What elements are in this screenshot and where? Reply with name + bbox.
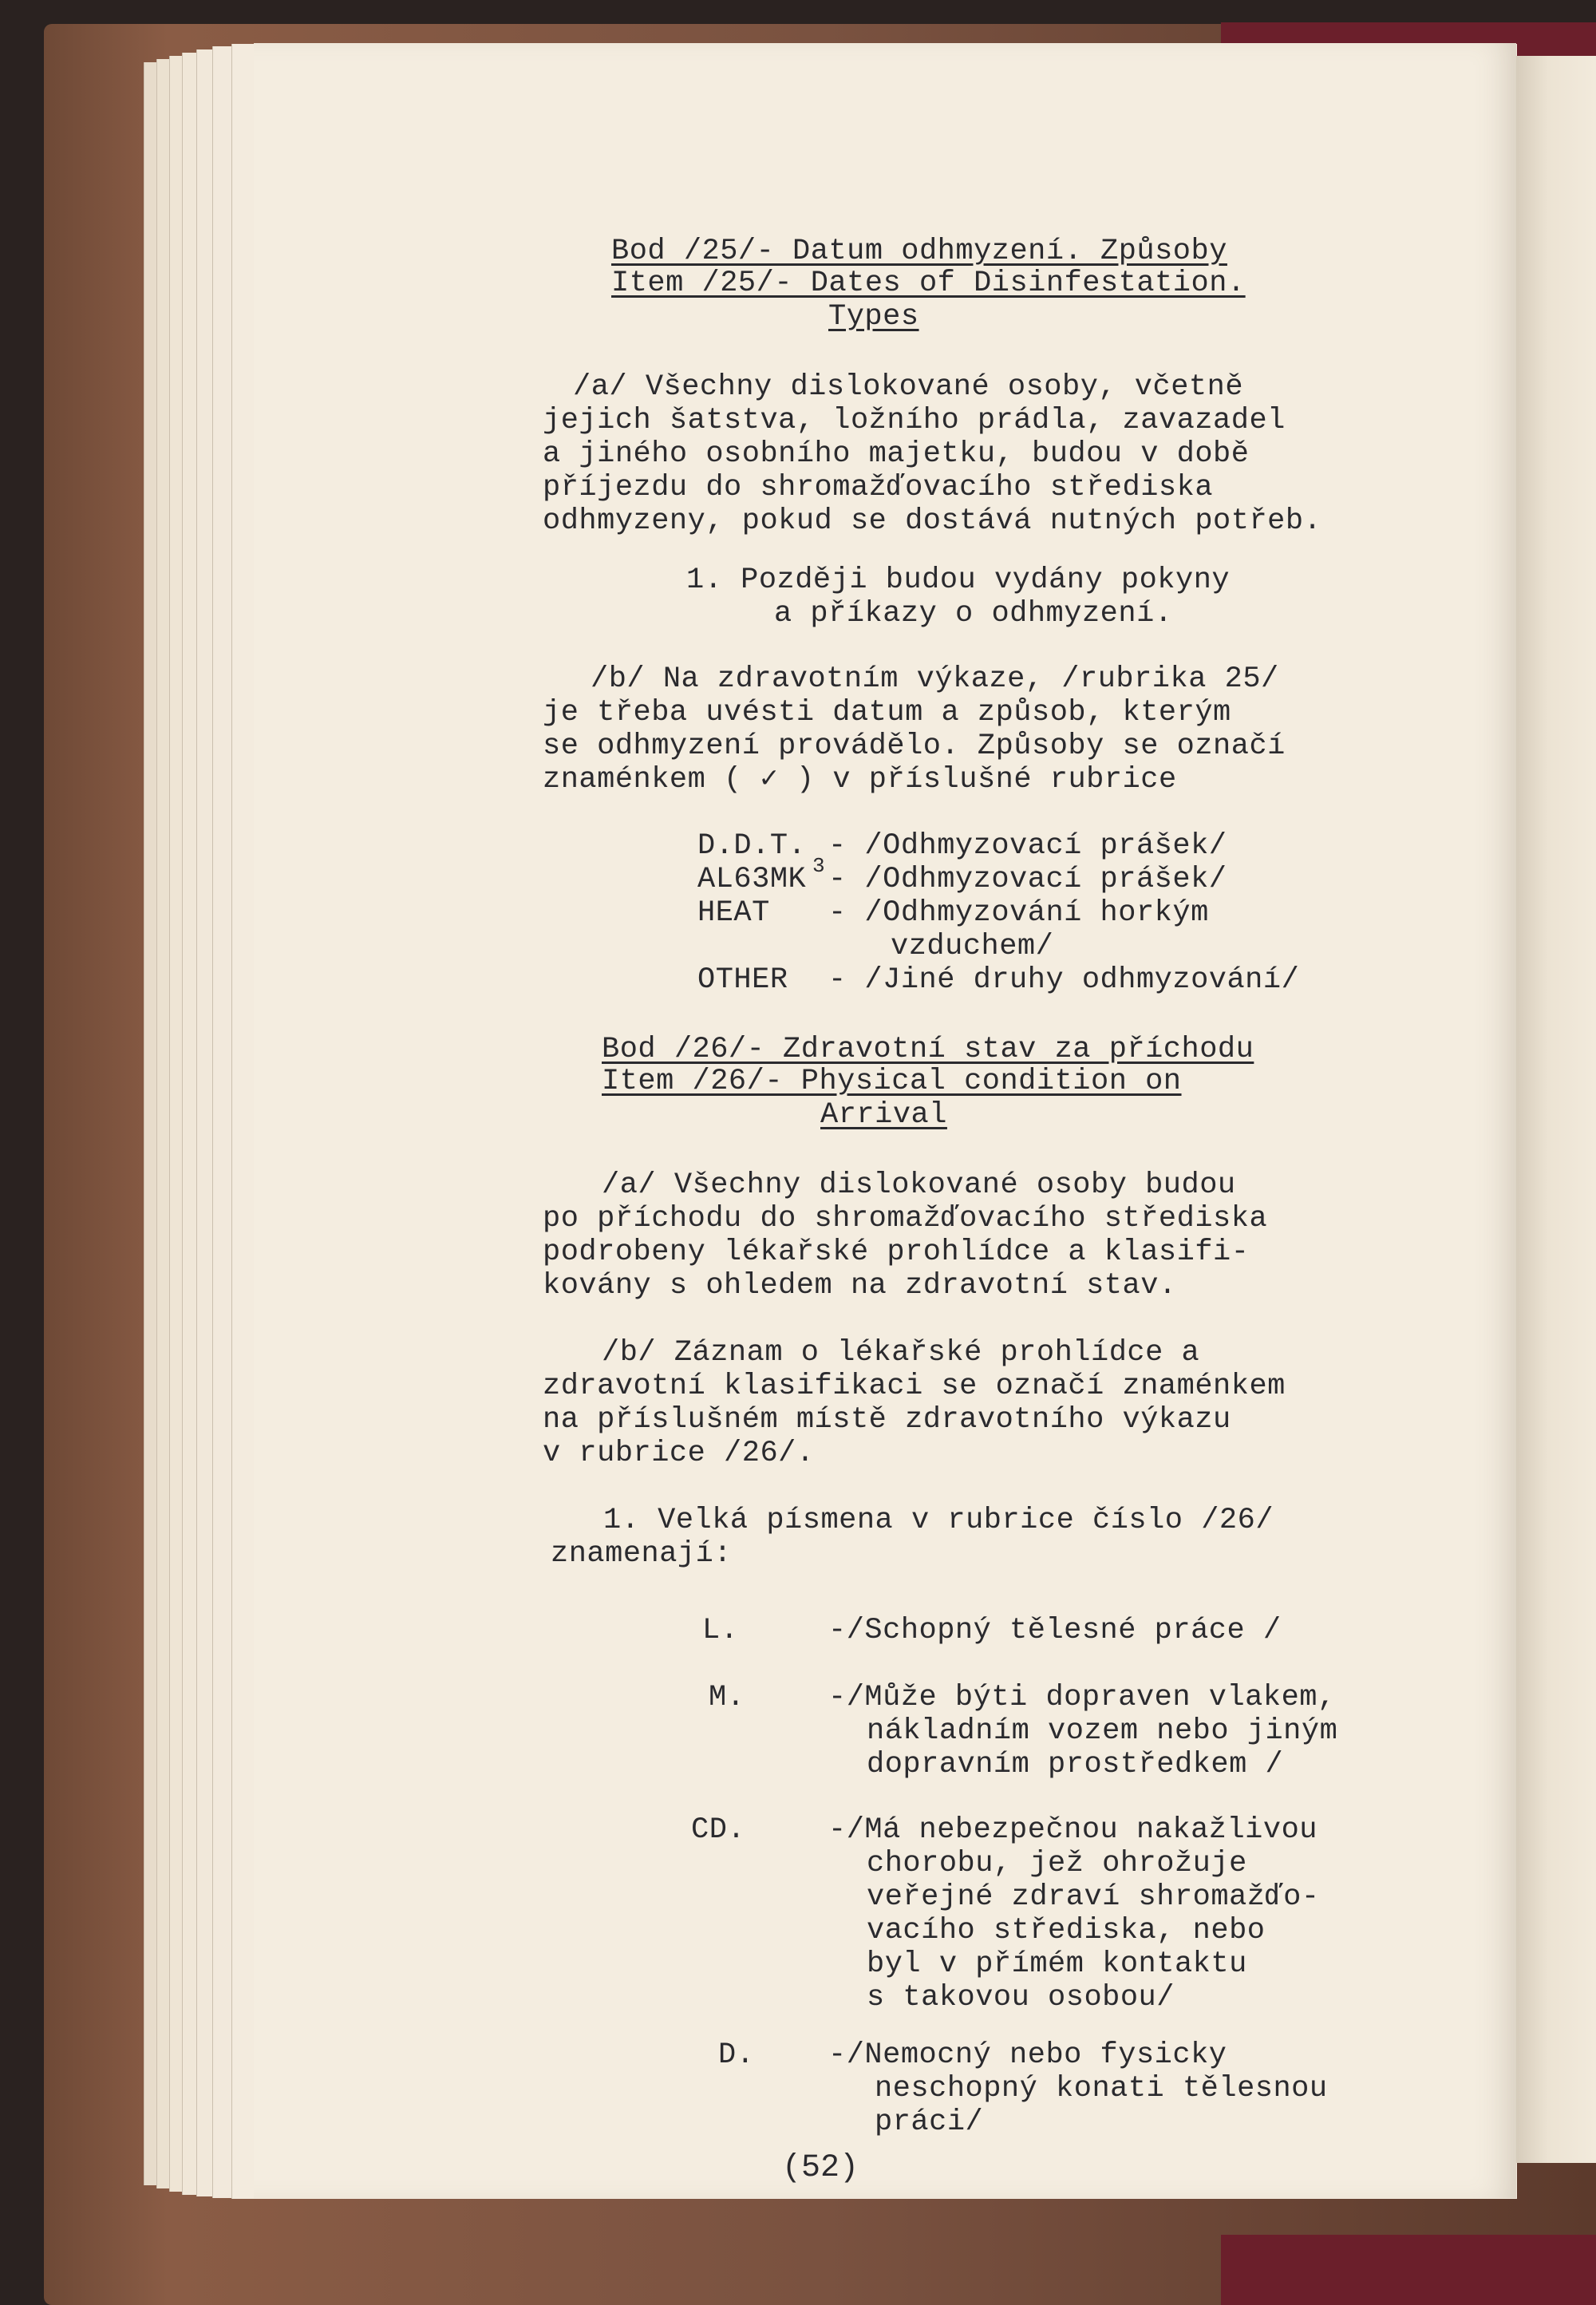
condition-desc-line: -/Má nebezpečnou nakažlivou <box>828 1813 1317 1847</box>
section25-heading-cz: Bod /25/- Datum odhmyzení. Způsoby <box>611 235 1227 268</box>
section26-note-line: 1. Velká písmena v rubrice číslo /26/ <box>603 1504 1274 1537</box>
condition-code: L. <box>702 1614 739 1647</box>
method-desc: - /Odhmyzovací prášek/ <box>828 829 1227 863</box>
method-code: HEAT <box>697 896 770 930</box>
condition-code: D. <box>718 2038 755 2072</box>
condition-code: CD. <box>691 1813 746 1847</box>
condition-desc-line: -/Může býti dopraven vlakem, <box>828 1681 1336 1714</box>
next-page-edge <box>1516 56 1596 2163</box>
spine-bottom <box>1221 2235 1596 2305</box>
section25-para-b-line: je třeba uvésti datum a způsob, kterým <box>543 696 1231 729</box>
method-superscript: 3 <box>812 854 826 878</box>
section25-note-line: a příkazy o odhmyzení. <box>774 597 1173 631</box>
method-code: D.D.T. <box>697 829 807 863</box>
condition-desc-line: dopravním prostředkem / <box>867 1748 1284 1781</box>
section25-note-line: 1. Později budou vydány pokyny <box>686 563 1231 597</box>
section25-heading-en: Item /25/- Dates of Disinfestation. <box>611 267 1246 300</box>
section26-para-a-line: po příchodu do shromažďovacího střediska <box>543 1202 1268 1236</box>
section26-para-b-line: na příslušném místě zdravotního výkazu <box>543 1403 1231 1437</box>
method-desc: - /Jiné druhy odhmyzování/ <box>828 963 1300 997</box>
condition-desc-line: práci/ <box>875 2105 984 2139</box>
condition-desc-line: byl v přímém kontaktu <box>867 1947 1247 1981</box>
method-desc: - /Odhmyzovací prášek/ <box>828 863 1227 896</box>
section25-para-b-line: se odhmyzení provádělo. Způsoby se označí <box>543 729 1286 763</box>
section25-para-a-line: příjezdu do shromažďovacího střediska <box>543 471 1214 504</box>
section26-para-a-line: /a/ Všechny dislokované osoby budou <box>602 1168 1236 1202</box>
section26-para-a-line: podrobeny lékařské prohlídce a klasifi- <box>543 1236 1250 1269</box>
condition-desc-line: chorobu, jež ohrožuje <box>867 1847 1247 1880</box>
section25-para-b-line: znaménkem ( ✓ ) v příslušné rubrice <box>543 763 1177 797</box>
page-number: (52) <box>782 2150 859 2186</box>
section26-heading-en2: Arrival <box>820 1098 947 1132</box>
document-page <box>254 43 1516 2198</box>
section25-para-a-line: odhmyzeny, pokud se dostává nutných potřeb. <box>543 504 1322 538</box>
condition-desc-line: nákladním vozem nebo jiným <box>867 1714 1338 1748</box>
section26-heading-en: Item /26/- Physical condition on <box>602 1065 1182 1098</box>
method-desc: vzduchem/ <box>891 930 1054 963</box>
condition-desc-line: s takovou osobou/ <box>867 1981 1175 2014</box>
section26-para-b-line: v rubrice /26/. <box>543 1437 815 1470</box>
section26-heading-cz: Bod /26/- Zdravotní stav za příchodu <box>602 1033 1254 1066</box>
method-code: OTHER <box>697 963 788 997</box>
section25-para-b-line: /b/ Na zdravotním výkaze, /rubrika 25/ <box>591 662 1279 696</box>
method-code: AL63MK <box>697 863 807 896</box>
section25-para-a-line: jejich šatstva, ložního prádla, zavazadel <box>543 404 1286 437</box>
condition-desc-line: vacího střediska, nebo <box>867 1914 1266 1947</box>
section25-para-a-line: a jiného osobního majetku, budou v době <box>543 437 1250 471</box>
condition-desc-line: veřejné zdraví shromažďo- <box>867 1880 1320 1914</box>
section25-para-a-line: /a/ Všechny dislokované osoby, včetně <box>573 370 1244 404</box>
method-desc: - /Odhmyzování horkým <box>828 896 1209 930</box>
condition-desc-line: -/Nemocný nebo fysicky <box>828 2038 1227 2072</box>
section26-para-b-line: /b/ Záznam o lékařské prohlídce a <box>602 1336 1200 1370</box>
section26-para-b-line: zdravotní klasifikaci se označí znaménkem <box>543 1370 1286 1403</box>
condition-code: M. <box>709 1681 745 1714</box>
section25-heading-en2: Types <box>828 300 919 334</box>
condition-desc-line: -/Schopný tělesné práce / <box>828 1614 1282 1647</box>
section26-note-line: znamenají: <box>551 1537 733 1571</box>
section26-para-a-line: kovány s ohledem na zdravotní stav. <box>543 1269 1177 1303</box>
condition-desc-line: neschopný konati tělesnou <box>875 2072 1328 2105</box>
